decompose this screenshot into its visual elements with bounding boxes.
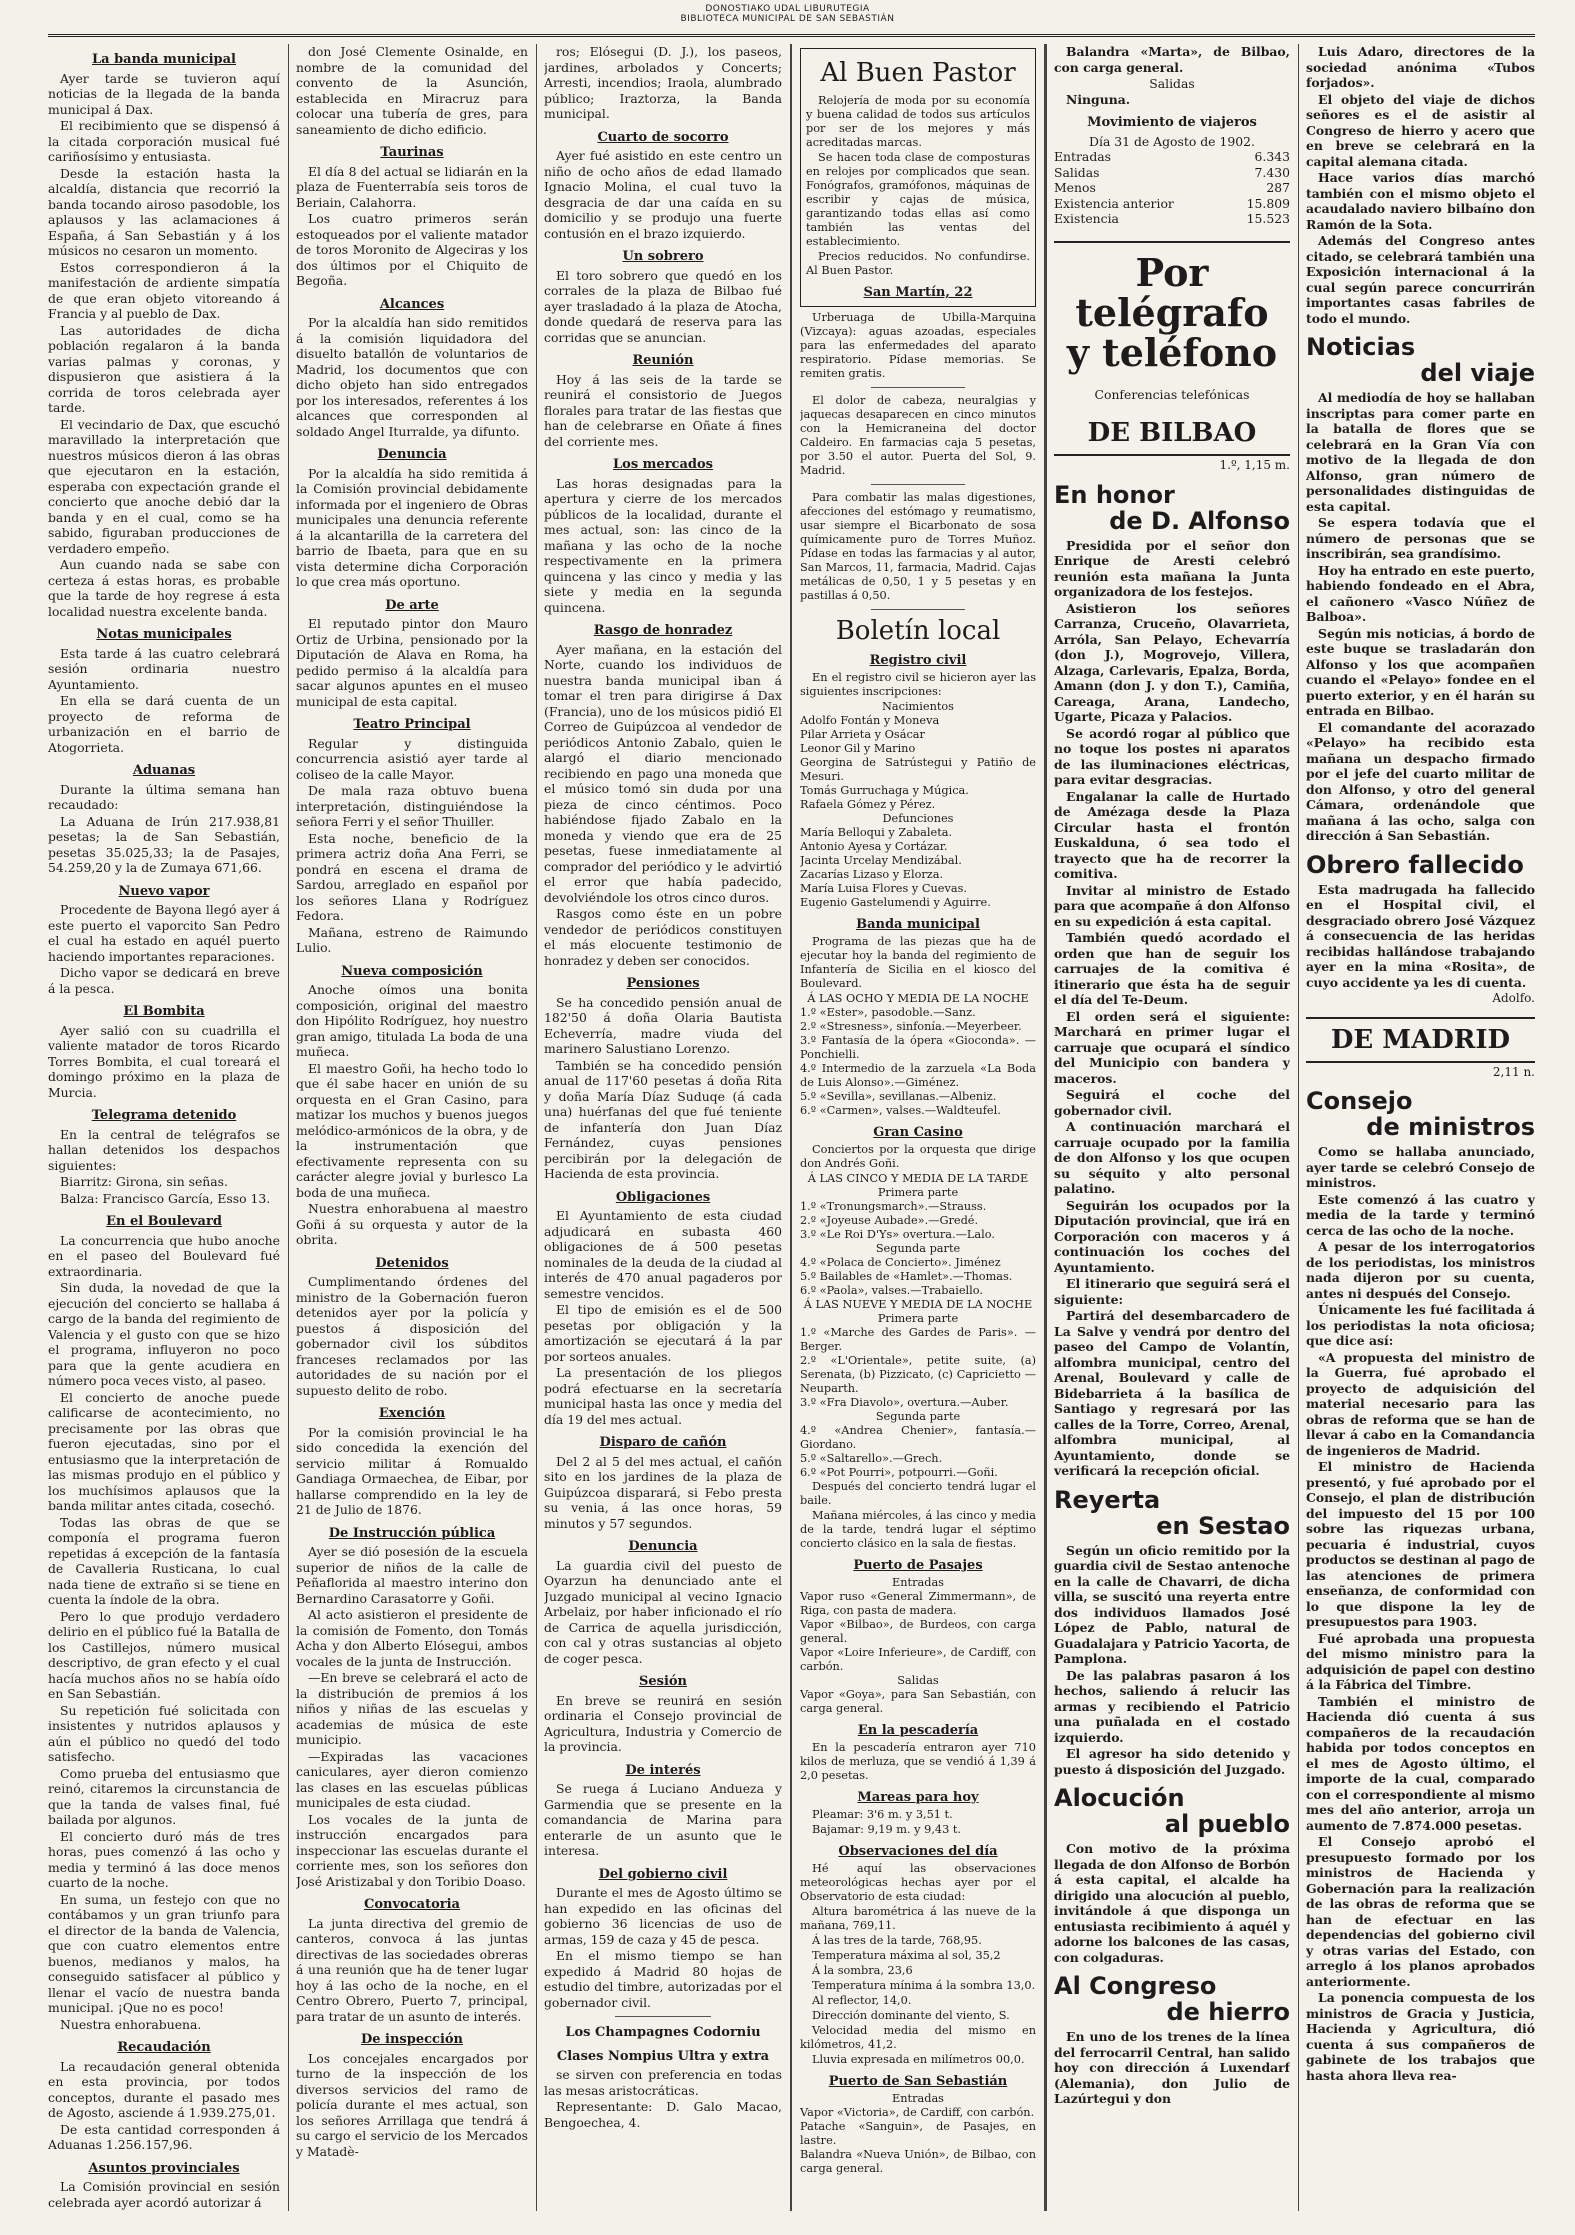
time-label: Á LAS CINCO Y MEDIA DE LA TARDE (807, 1172, 1029, 1185)
list-item: Patache «Sanguin», de Pasajes, en lastre. (800, 2120, 1036, 2147)
stats-label: Existencia anterior (1054, 195, 1174, 211)
list-item: Antonio Ayesa y Cortázar. (800, 840, 948, 853)
stats-value: 7.430 (1254, 164, 1290, 180)
paragraph: —En breve se celebrará el acto de la distribución de premios á los niños y niñas de las escuelas y academias de música de este municipio. (296, 1670, 528, 1747)
headline (1054, 482, 1290, 534)
section-title: Aduanas (132, 763, 196, 778)
paragraph: Los cuatro primeros serán estoqueados por el valiente matador de toros Moronito de Algeciras y los dos últimos por el Chiquito de Begoña. (296, 211, 528, 288)
section-title: Teatro Principal (353, 717, 471, 732)
list-item: 6.º «Paola», valses.—Trabaiello. (800, 1284, 983, 1297)
dateline-banner: DE MADRID (1306, 1017, 1535, 1063)
stats-label: Salidas (1054, 164, 1100, 180)
paragraph: Se ha concedido pensión anual de 182'50 á doña Olaria Bautista Echeverría, madre viuda del marinero Salustiano Lorenzo. (544, 994, 782, 1056)
paragraph: Desde la estación hasta la alcaldía, distancia que recorrió la banda tocando airoso pasodoble, los aplausos y las aclamaciones á España, á San Sebastián y á los músicos no cesaron un momento. (48, 165, 280, 258)
section-title: Un sobrero (622, 249, 704, 264)
paragraph: De mala raza obtuvo buena interpretación, distinguiéndose la señora Ferri y el señor Thuiller. (296, 783, 528, 829)
paragraph: El tipo de emisión es el de 500 pesetas por obligación y la amortización se ejecutará á la par por sorteos anuales. (544, 1302, 782, 1364)
section-title: Rasgo de honradez (593, 623, 733, 638)
paragraph: Balandra «Marta», de Bilbao, con carga general. (1054, 44, 1290, 75)
list-item: 4.º «Polaca de Concierto». Jiménez (800, 1256, 1001, 1269)
list-item: Adolfo Fontán y Moneva (800, 714, 940, 727)
paragraph: Se ruega á Luciano Andueza y Garmendia que se presente en la comandancia de Marina para enterarle de un asunto que le interesa. (544, 1781, 782, 1858)
dateline-time: 2,11 n. (1492, 1064, 1535, 1079)
list-item: 1.º «Ester», pasodoble.—Sanz. (800, 1006, 976, 1019)
section-title: Registro civil (869, 653, 967, 668)
paragraph: El concierto duró más de tres horas, pues comenzó á las ocho y media y terminó á las doce menos cuarto de la noche. (48, 1828, 280, 1890)
paragraph: El vecindario de Dax, que escuchó maravillado la interpretación que nuestros músicos dieron á las obras que ejecutaron en la estación, esperaba con expectación grande el concierto que anoche debió dar la banda y en el cual, como se ha sabido, figuraban producciones de verdadero empeño. (48, 416, 280, 556)
paragraph: Cumplimentando órdenes del ministro de la Gobernación fueron detenidos ayer por la policía y puestos á disposición del gobernador civil los súbditos franceses reclamados por las autoridades de su nación por el supuesto delito de robo. (296, 1274, 528, 1398)
paragraph: ros; Elósegui (D. J.), los paseos, jardines, arbolados y Concerts; Arresti, incendios; Iraola, alumbrado público; Iraztorza, la Banda municipal. (544, 44, 782, 121)
ad-box (800, 48, 1036, 307)
paragraph: En ella se dará cuenta de un proyecto de reforma de urbanización en el barrio de Atogorrieta. (48, 693, 280, 755)
paragraph: Estos correspondieron á la manifestación de ardiente simpatía de que eran objeto vitoreando á Francia y al pueblo de Dax. (48, 259, 280, 321)
paragraph: Las autoridades de dicha población regalaron á la banda varias palmas y coronas, y dispusieron que asistiera á la corrida de toros celebrada ayer tarde. (48, 322, 280, 415)
column-4 (800, 44, 1036, 2211)
paragraph: La Aduana de Irún 217.938,81 pesetas; la de San Sebastián, pesetas 35.025,33; la de Pasajes, 54.259,20 y la de Zumaya 671,66. (48, 813, 280, 875)
paragraph: Hace varios días marchó también con el mismo objeto el acaudalado naviero bilbaíno don Ramón de la Sota. (1306, 170, 1535, 232)
list-item: 2.º «Joyeuse Aubade».—Gredé. (800, 1214, 979, 1227)
paragraph: El recibimiento que se dispensó á la citada corporación musical fué cariñosísimo y entusiasta. (48, 118, 280, 164)
section-title: De Instrucción pública (328, 1525, 496, 1541)
time-label: Á LAS NUEVE Y MEDIA DE LA NOCHE (803, 1298, 1033, 1311)
column-6 (1306, 44, 1535, 2211)
paragraph: —Expiradas las vacaciones caniculares, ayer dieron comienzo las clases en las escuelas públicas municipales de esta ciudad. (296, 1748, 528, 1810)
subsection-label: Nacimientos (882, 700, 954, 713)
paragraph: Pleamar: 3'6 m. y 3,51 t. (812, 1808, 953, 1821)
stats-label: Entradas (1054, 149, 1111, 164)
paragraph: Ayer mañana, en la estación del Norte, cuando los individuos de nuestra banda municipal iban á tomar el tren para dirigirse á Dax (Francia), uno de los músicos pidió El Correo de Guipúzcoa al vendedor de periódicos Antonio Zabalo, quien le alargó el diario mencionado recibiendo en pago una moneda que el músico tomó sin duda por una pieza de cinco céntimos. Poco habiéndose fijado Zabalo en la moneda y viendo que era de 25 pesetas, fuese inmediatamente al comprador del periódico y le advirtió el error que había padecido, devolviéndole los otros cinco duros. (544, 641, 782, 905)
paragraph: Según mis noticias, á bordo de este buque se trasladarán don Alfonso y los que acompañen cuando el «Pelayo» fondee en el puerto exterior, y en él harán su entrada en Bilbao. (1306, 625, 1535, 718)
paragraph: El dolor de cabeza, neuralgias y jaquecas desaparecen en cinco minutos con la Hemicraneina del doctor Caldeiro. En farmacias caja 5 pesetas, por 3.50 el autor. Puerta del Sol, 9. Madrid. (800, 394, 1036, 477)
paragraph: El maestro Goñi, ha hecho todo lo que él sabe hacer en unión de su orquesta en el Gran Casino, para matizar los muchos y buenos juegos melódico-armónicos de la obra, y de la instrumentación que efectivamente representa con su carácter alegre jovial y burlesco La boda de una muñeca. (296, 1060, 528, 1200)
paragraph: Seguirá el coche del gobernador civil. (1054, 1087, 1290, 1118)
paragraph: Para combatir las malas digestiones, afecciones del estómago y reumatismo, usar siempre el Bicarbonato de sosa químicamente puro de Torres Muñoz. Pídase en todas las farmacias y al autor, San Marcos, 11, farmacia, Madrid. Cajas metálicas de 0,50, 1 y 5 pesetas y en pastillas á 0,50. (800, 491, 1036, 602)
list-item: 1.º «Tronungsmarch».—Strauss. (800, 1200, 987, 1213)
paragraph: Precios reducidos. No confundirse. Al Buen Pastor. (806, 250, 1030, 277)
paragraph: El día 8 del actual se lidiarán en la plaza de Fuenterrabía seis toros de Beriain, Calahorra. (296, 163, 528, 210)
paragraph: De esta cantidad corresponden á Aduanas 1.256.157,96. (48, 2121, 280, 2152)
paragraph: En la pescadería entraron ayer 710 kilos de merluza, que se vendió á 1,39 á 2,0 pesetas. (800, 1741, 1036, 1782)
section-title: El Bombita (123, 1004, 205, 1019)
paragraph: Ninguna. (1066, 91, 1131, 107)
list-item: 1.º «Marche des Gardes de Paris». —Berger. (800, 1326, 1036, 1353)
section-title: Nuevo vapor (118, 883, 210, 899)
headline (1054, 1973, 1290, 2025)
paragraph: Todas las obras de que se componía el programa fueron repetidas á excepción de la fantasía de Cavalleria Rusticana, lo cual nada tiene de extraño si se tiene en cuenta la índole de la obra. (48, 1514, 280, 1607)
paragraph: Durante la última semana han recaudado: (48, 781, 280, 812)
banner-line-2: y teléfono (1066, 329, 1278, 375)
paragraph: Hé aquí las observaciones meteorológicas hechas ayer por el Observatorio de esta ciudad: (800, 1862, 1036, 1903)
section-title: Cuarto de socorro (597, 129, 729, 145)
paragraph: Ayer fué asistido en este centro un niño de ocho años de edad llamado Ignacio Molina, el cual tuvo la desgracia de dar una caída en su domicilio y se produjo una fuerte contusión en el brazo izquierdo. (544, 148, 782, 241)
headline (1306, 334, 1535, 386)
paragraph: Las horas designadas para la apertura y cierre de los mercados públicos de la localidad, durante el mes actual, son: las cinco de la mañana y las ocho de la noche respectivamente en la primera quincena y las cinco y media y las siete y media en la segunda quincena. (544, 475, 782, 615)
paragraph: El Consejo aprobó el presupuesto formado por los ministros de Hacienda y Gobernación para la realización de las obras de reforma que se han de efectuar en las dependencias del gobierno civil y otras varias del Estado, con arreglo á los planos aprobados anteriormente. (1306, 1834, 1535, 1989)
paragraph: El orden será el siguiente: Marchará en primer lugar el carruaje que ocupará el síndico del Municipio con bandera y maceros. (1054, 1008, 1290, 1086)
list-item: 3.º «Fra Diavolo», overtura.—Auber. (800, 1396, 1009, 1409)
section-title: Asuntos provinciales (88, 2160, 240, 2176)
paragraph: Relojería de moda por su economía y buena calidad de todos sus artículos por ser de los mejores y más acreditadas marcas. (806, 94, 1030, 149)
section-title: Detenidos (375, 1255, 449, 1271)
paragraph: Ayer tarde se tuvieron aquí noticias de la llegada de la banda municipal á Dax. (48, 70, 280, 117)
paragraph: La presentación de los pliegos podrá efectuarse en la secretaría municipal hasta las once y media del día 19 del mes actual. (544, 1365, 782, 1427)
stats-row (1054, 196, 1290, 212)
paragraph: La concurrencia que hubo anoche en el paseo del Boulevard fué extraordinaria. (48, 1232, 280, 1279)
section-title: Puerto de San Sebastián (828, 2074, 1008, 2089)
paragraph: En uno de los trenes de la línea del ferrocarril Central, han salido hoy con dirección á Luxendarf (Alemania), don Julio de Lazúrtegui y don (1054, 2029, 1290, 2106)
section-title: Pensiones (626, 976, 700, 991)
section-title: Alcances (379, 296, 445, 312)
paragraph: Biarritz: Girona, sin señas. (60, 1174, 228, 1189)
section-title: Nueva composición (341, 963, 483, 979)
paragraph: Al acto asistieron el presidente de la comisión de Fomento, don Tomás Acha y don Alberto Elósegui, ambos vocales de la junta de Instrucción. (296, 1607, 528, 1669)
divider (871, 609, 965, 610)
paragraph: Por la comisión provincial le ha sido concedida la exención del servicio militar á Romualdo Gandiaga Ormaechea, de Eibar, por hallarse comprendido en la ley de 21 de Julio de 1876. (296, 1424, 528, 1517)
paragraph: De las palabras pasaron á los hechos, saliendo á relucir las armas y recibiendo el Patricio una puñalada en el costado izquierdo. (1054, 1667, 1290, 1745)
paragraph: Invitar al ministro de Estado para que acompañe á don Alfonso en su expedición á esta capital. (1054, 882, 1290, 929)
list-item: Tomás Gurruchaga y Múgica. (800, 784, 969, 797)
section-title: Obligaciones (615, 1189, 711, 1205)
list-item: 4.º Intermedio de la zarzuela «La Boda de Luis Alonso».—Giménez. (800, 1062, 1036, 1089)
stamp-line-1: DONOSTIAKO UDAL LIBURUTEGIA (705, 4, 870, 14)
subsection-label: Conferencias telefónicas (1094, 386, 1250, 402)
list-item: Zacarías Lizaso y Elorza. (800, 868, 944, 881)
column-rule (790, 44, 792, 2211)
paragraph: Temperatura mínima á la sombra 13,0. (812, 1979, 1036, 1992)
headline (1054, 1487, 1290, 1539)
section-title: Taurinas (380, 145, 444, 160)
list-item: María Belloqui y Zabaleta. (800, 826, 953, 839)
paragraph: Presidida por el señor don Enrique de Aresti celebró reunión esta mañana la Junta organizadora de los festejos. (1054, 537, 1290, 599)
list-item: Vapor «Bilbao», de Burdeos, con carga general. (800, 1618, 1036, 1645)
paragraph: La junta directiva del gremio de canteros, convoca á las juntas directivas de las sociedades obreras á una reunión que ha de tener lugar hoy á las ocho de la noche, en el Centro Obrero, Puerto 7, principal, para tratar de un asunto de interés. (296, 1915, 528, 2024)
column-2 (296, 44, 528, 2211)
paragraph: El concierto de anoche puede calificarse de acontecimiento, no precisamente por las obras que fueron ejecutadas, sino por el entusiasmo que la interpretación de las mismas produjo en el público y los muchísimos aplausos que la banda militar antes citada, cosechó. (48, 1389, 280, 1513)
part-label: Segunda parte (875, 1242, 961, 1255)
list-item: 4.º «Andrea Chenier», fantasía.—Giordano. (800, 1424, 1036, 1451)
column-5 (1054, 44, 1290, 2211)
paragraph: Fué aprobada una propuesta del mismo ministro para la adquisición de papel con destino á la Fábrica del Timbre. (1306, 1630, 1535, 1692)
list-item: Rafaela Gómez y Pérez. (800, 798, 936, 811)
headline-line-1: Consejo (1306, 1087, 1413, 1115)
paragraph: En breve se reunirá en sesión ordinaria el Consejo provincial de Agricultura, Industria y Comercio de la provincia. (544, 1692, 782, 1754)
list-item: 6.º «Carmen», valses.—Waldteufel. (800, 1104, 1001, 1117)
headline-line-1: Alocución (1054, 1784, 1185, 1812)
paragraph: El itinerario que seguirá será el siguiente: (1054, 1276, 1290, 1307)
paragraph: Mañana miércoles, á las cinco y media de la tarde, tendrá lugar el séptimo concierto clásico en la sala de fiestas. (800, 1509, 1036, 1550)
stamp-line-2: BIBLIOTECA MUNICIPAL DE SAN SEBASTIÁN (680, 14, 895, 24)
paragraph: Lluvia expresada en milímetros 00,0. (812, 2053, 1025, 2066)
paragraph: Por la alcaldía ha sido remitida á la Comisión provincial debidamente informada por el ingeniero de Obras municipales una denuncia referente á la alcantarilla de la carretera del barrio de Ibaeta, para que en su vista determine dicha Corporación lo que crea más oportuno. (296, 465, 528, 589)
paragraph: En suma, un festejo con que no contábamos y un gran triunfo para el director de la banda de Valencia, que con cuatro elementos entre buenos, medianos y malos, ha conseguido satisfacer al público y llenar el vacío de nuestra banda municipal. ¡Que no es poco! (48, 1891, 280, 2015)
signature: Adolfo. (1492, 991, 1535, 1005)
headline-line-2: en Sestao (1156, 1511, 1290, 1540)
dateline-time: 1.º, 1,15 m. (1219, 458, 1290, 472)
paragraph: Hoy ha entrado en este puerto, habiendo fondeado en el Abra, el cañonero «Vasco Núñez de Balboa». (1306, 562, 1535, 624)
paragraph: Asistieron los señores Carranza, Cruceño, Olavarrieta, Arróla, San Pelayo, Echevarría (don J.), Mogrovejo, Villera, Alzaga, Carlevaris, Epalza, Borda, Amann (don J. y don T.), Camiña, Careaga, Arana, Landecho, Ugarte, Picaza y Palacios. (1054, 600, 1290, 724)
paragraph: Luis Adaro, directores de la sociedad anónima «Tubos forjados». (1306, 44, 1535, 90)
paragraph: Los vocales de la junta de instrucción encargados para inspeccionar las escuelas durante el corriente mes, son los señores don José Aristizabal y don Toribio Doaso. (296, 1811, 528, 1889)
column-3 (544, 44, 782, 2211)
paragraph: «A propuesta del ministro de la Guerra, fué aprobado el proyecto de adquisición del material necesario para las obras de reforma que se han de llevar á cabo en la Comandancia de ingenieros de Madrid. (1306, 1349, 1535, 1458)
list-item: 3.º «Le Roi D'Ys» overtura.—Lalo. (800, 1228, 995, 1241)
paragraph: Seguirán los ocupados por la Diputación provincial, que irá en Corporación con maceros y á continuación los coches del Ayuntamiento. (1054, 1197, 1290, 1275)
section-title: En el Boulevard (106, 1214, 222, 1229)
paragraph: Se hacen toda clase de composturas en relojes por complicados que sean. Fonógrafos, gramófonos, máquinas de escribir y cajas de música, garantizando todas ellas así como también las ventas del establecimiento. (806, 151, 1030, 248)
paragraph: La ponencia compuesta de los ministros de Gracia y Justicia, Hacienda y Agricultura, dió cuenta á sus compañeros de gabinete de los trabajos que hasta ahora lleva rea- (1306, 1990, 1535, 2083)
stats-value: 287 (1266, 180, 1290, 195)
paragraph: Representante: D. Galo Macao, Bengoechea, 4. (544, 2099, 782, 2130)
banner-line-1: Por telégrafo (1075, 249, 1269, 335)
paragraph: Aun cuando nada se sabe con certeza á estas horas, es probable que la tarde de hoy regrese á esta localidad nuestra excelente banda. (48, 557, 280, 619)
paragraph: se sirven con preferencia en todas las mesas aristocráticas. (544, 2067, 782, 2098)
subsection-label: Defunciones (882, 812, 954, 825)
paragraph: Á las tres de la tarde, 768,95. (812, 1934, 982, 1947)
section-title: En la pescadería (857, 1723, 979, 1738)
list-item: Jacinta Urcelay Mendizábal. (800, 854, 962, 867)
list-item: Pilar Arrieta y Osácar (800, 728, 925, 741)
headline-line-2: de D. Alfonso (1109, 506, 1290, 535)
section-title: Denuncia (628, 1539, 698, 1554)
top-rule (48, 34, 1535, 39)
stats-row (1054, 180, 1290, 196)
paragraph: Según un oficio remitido por la guardia civil de Sestao antenoche en la calle de Chavarri, de dicha villa, se suscitó una reyerta entre dos individuos llamados José López de Pablo, natural de Guadalajara y Patricio Yacorta, de Pamplona. (1054, 1542, 1290, 1666)
paragraph: Partirá del desembarcadero de La Salve y vendrá por dentro del paseo del Campo de Volantín, alfombra municipal, centro del Arenal, Boulevard y calle de Bidebarrieta á la basílica de Santiago y regresará por las calles de la Torre, Correo, Arenal, alfombra municipal, al Ayuntamiento, donde se verificará la recepción oficial. (1054, 1308, 1290, 1478)
paragraph: Con motivo de la próxima llegada de don Alfonso de Borbón á esta capital, el alcalde ha dirigido una alocución al pueblo, invitándole á que disponga un entusiasta recibimiento á aquél y adorne los balcones de las casas, con colgaduras. (1054, 1841, 1290, 1965)
paragraph: En el mismo tiempo se han expedido á Madrid 80 hojas de estudio del timbre, autorizadas por el gobernador civil. (544, 1948, 782, 2010)
section-banner: Boletín local (835, 616, 1001, 646)
stats-value: 6.343 (1254, 149, 1290, 164)
paragraph: Á la sombra, 23,6 (812, 1964, 913, 1977)
dateline-banner: DE BILBAO (1054, 412, 1290, 456)
section-title: La banda municipal (92, 52, 236, 67)
section-title: Movimiento de viajeros (1087, 115, 1257, 130)
list-item: Georgina de Satrústegui y Patiño de Mesuri. (800, 756, 1036, 783)
headline-line-2: al pueblo (1164, 1810, 1290, 1838)
stats-value: 15.809 (1246, 195, 1290, 211)
headline-line-1: En honor (1054, 480, 1175, 509)
subsection-label: Entradas (892, 2092, 944, 2105)
paragraph: Rasgos como éste en un pobre vendedor de periódicos constituyen el más elocuente testimonio de honradez y deben ser conocidos. (544, 906, 782, 968)
paragraph: El Ayuntamiento de esta ciudad adjudicará en subasta 460 obligaciones de á 500 pesetas nominales de la deuda de la ciudad al interés de 470 anual pagaderos por semestre vencidos. (544, 1208, 782, 1301)
subsection-label: Entradas (892, 1576, 944, 1589)
paragraph: Balza: Francisco García, Esso 13. (60, 1190, 271, 1206)
paragraph: Después del concierto tendrá lugar el baile. (800, 1480, 1036, 1507)
list-item: María Luisa Flores y Cuevas. (800, 882, 967, 895)
paragraph: Como prueba del entusiasmo que reinó, citaremos la circunstancia de que la tanda de valses final, fué bailada por algunos. (48, 1765, 280, 1827)
paragraph: En la central de telégrafos se hallan detenidos los despachos siguientes: (48, 1126, 280, 1173)
paragraph: Anoche oímos una bonita composición, original del maestro don Hipólito Rodríguez, hoy nuestro gran amigo, titulada La boda de una muñeca. (296, 982, 528, 1059)
section-title: Observaciones del día (838, 1844, 998, 1859)
paragraph: Procedente de Bayona llegó ayer á este puerto el vaporcito San Pedro el cual ha estado en aquél puerto haciendo importantes reparaciones. (48, 902, 280, 964)
list-item: Leonor Gil y Marino (800, 742, 916, 755)
part-label: Primera parte (877, 1186, 959, 1199)
stats-value: 15.523 (1246, 211, 1290, 226)
paragraph: Dicho vapor se dedicará en breve á la pesca. (48, 965, 280, 996)
stats-table (1054, 149, 1290, 227)
list-item: 5.º «Saltarello».—Grech. (800, 1452, 943, 1465)
headline: Obrero fallecido (1306, 850, 1524, 879)
headline-line-1: Noticias (1306, 333, 1416, 361)
paragraph: El toro sobrero que quedó en los corrales de la plaza de Bilbao fué ayer trasladado á la plaza de Atocha, donde quedará de reserva para las corridas que se anuncian. (544, 267, 782, 345)
paragraph: La guardia civil del puesto de Oyarzun ha denunciado ante el Juzgado municipal al vecino Ignacio Arbelaiz, por haber inficionado el río de Carrica de aquella jurisdicción, con cal y otras sustancias al objeto de coger pesca. (544, 1557, 782, 1666)
paragraph: Urberuaga de Ubilla-Marquina (Vizcaya): aguas azoadas, especiales para las enfermedades del aparato respiratorio. Pídase memorias. Se remiten gratis. (800, 311, 1036, 380)
paragraph: Conciertos por la orquesta que dirige don Andrés Goñi. (800, 1143, 1036, 1170)
divider (871, 387, 965, 388)
headline-line-2: de hierro (1166, 1998, 1290, 2026)
library-stamp (0, 4, 1575, 24)
column-rule (536, 44, 537, 2211)
paragraph: Durante el mes de Agosto último se han expedido en las oficinas del gobierno 36 licencias de uso de armas, 159 de caza y 45 de pesca. (544, 1885, 782, 1947)
date-label: Día 31 de Agosto de 1902. (1089, 133, 1255, 149)
subsection-label: Salidas (897, 1674, 939, 1687)
list-item: Eugenio Gastelumendi y Aguirre. (800, 896, 991, 909)
list-item: 3.º Fantasía de la ópera «Gioconda». —Ponchielli. (800, 1034, 1036, 1061)
section-title: De inspección (360, 2032, 464, 2047)
paragraph: La recaudación general obtenida en esta provincia, por todos conceptos, durante el pasado mes de Agosto, asciende á 1.939.275,01. (48, 2058, 280, 2120)
headline-line-1: Al Congreso (1054, 1972, 1217, 2000)
divider (871, 484, 965, 485)
section-title: Los mercados (613, 457, 713, 472)
paragraph: don José Clemente Osinalde, en nombre de la comunidad del convento de la Asunción, establecida en Miracruz para colocar una tubería de gres, para saneamiento de dicho edificio. (296, 44, 528, 137)
section-title: Telegrama detenido (91, 1108, 237, 1123)
paragraph: El objeto del viaje de dichos señores es el de asistir al Congreso de hierro y acero que en breve se celebrará en la capital alemana citada. (1306, 91, 1535, 169)
paragraph: Al reflector, 14,0. (812, 1994, 912, 2007)
paragraph: Se espera todavía que el número de personas que se inscribirán, sea grandísimo. (1306, 515, 1535, 561)
stats-row (1054, 165, 1290, 181)
paragraph: Al mediodía de hoy se hallaban inscriptas para comer parte en la batalla de flores que se celebrará en la Gran Vía con motivo de la llegada de don Alfonso, gran número de personalidades distinguidas de esta capital. (1306, 390, 1535, 514)
paragraph: Programa de las piezas que ha de ejecutar hoy la banda del regimiento de Infantería de Sicilia en el kiosco del Boulevard. (800, 935, 1036, 990)
paragraph: Dirección dominante del viento, S. (812, 2009, 1010, 2022)
paragraph: Regular y distinguida concurrencia asistió ayer tarde al coliseo de la calle Mayor. (296, 735, 528, 782)
paragraph: Este comenzó á las cuatro y media de la tarde y terminó cerca de las ocho de la noche. (1306, 1191, 1535, 1238)
list-item: Balandra «Nueva Unión», de Bilbao, con carga general. (800, 2148, 1036, 2175)
divider (615, 2016, 710, 2017)
ad-subtitle: Clases Nompius Ultra y extra (556, 2048, 770, 2064)
list-item: 2.º «L'Orientale», petite suite, (a) Serenata, (b) Pizzicato, (c) Capricietto —Neuparth. (800, 1354, 1036, 1395)
list-item: 5.º «Sevilla», sevillanas.—Albeniz. (800, 1090, 997, 1103)
paragraph: Únicamente les fué facilitada á los periodistas la nota oficiosa; que dice así: (1306, 1302, 1535, 1348)
section-title: De arte (385, 597, 439, 613)
time-label: Á LAS OCHO Y MEDIA DE LA NOCHE (807, 992, 1029, 1005)
column-rule (288, 44, 289, 2211)
section-title: De interés (625, 1762, 701, 1778)
paragraph: Esta tarde á las cuatro celebrará sesión ordinaria nuestro Ayuntamiento. (48, 645, 280, 692)
paragraph: A pesar de los interrogatorios de los periodistas, los ministros nada dijeron por su cuenta, antes ni después del Consejo. (1306, 1239, 1535, 1301)
column-rule (1044, 44, 1047, 2211)
part-label: Segunda parte (875, 1410, 961, 1423)
paragraph: Por la alcaldía han sido remitidos á la comisión liquidadora del disuelto batallón de voluntarios de Madrid, los documentos que con dicho objeto han sido entregados por los interesados, referentes á los alcances que corresponden al soldado Angel Iturralde, ya difunto. (296, 315, 528, 439)
stats-row (1054, 211, 1290, 227)
list-item: 5.º Bailables de «Hamlet».—Thomas. (800, 1270, 1013, 1283)
section-title: Denuncia (377, 447, 447, 462)
paragraph: Nuestra enhorabuena. (60, 2016, 202, 2032)
section-title: Disparo de cañón (599, 1435, 727, 1450)
paragraph: El reputado pintor don Mauro Ortiz de Urbina, pensionado por la Diputación de Alava en Roma, ha pedido permiso á la alcaldía para sacar algunos apuntes en el museo municipal de esta capital. (296, 616, 528, 709)
paragraph: El ministro de Hacienda presentó, y fué aprobado por el Consejo, el plan de distribución del impuesto del 15 por 100 sobre las riquezas urbana, pecuaria é industrial, cuyos productos se destinan al pago de las atenciones de primera enseñanza, de conformidad con lo que dispone la ley de presupuestos para 1903. (1306, 1459, 1535, 1629)
paragraph: Pero lo que produjo verdadero delirio en el público fué la Batalla de los Castillejos, número musical descriptivo, de gran efecto y el cual hacía muchos años no se había oído en San Sebastián. (48, 1608, 280, 1701)
paragraph: Velocidad media del mismo en kilómetros, 41,2. (800, 2024, 1036, 2051)
paragraph: Ayer se dió posesión de la escuela superior de niños de la calle de Peñaflorida al maestro interino don Bernardino Carasatorre y Goñi. (296, 1544, 528, 1606)
list-item: Vapor «Goya», para San Sebastián, con carga general. (800, 1688, 1036, 1715)
section-title: Reunión (632, 353, 694, 368)
newspaper-page (48, 44, 1535, 2211)
paragraph: Se acordó rogar al público que no toque los postes ni aparatos de las iluminaciones eléctricas, para evitar desgracias. (1054, 725, 1290, 787)
paragraph: Altura barométrica á las nueve de la mañana, 769,11. (800, 1905, 1036, 1932)
headline (1306, 1088, 1535, 1140)
stats-label: Menos (1054, 180, 1096, 195)
section-title: Sesión (638, 1674, 688, 1689)
paragraph: Ayer salió con su cuadrilla el valiente matador de toros Ricardo Torres Bombita, el cual toreará el domingo próximo en la plaza de Murcia. (48, 1022, 280, 1100)
list-item: Vapor ruso «General Zimmermann», de Riga, con pasta de madera. (800, 1590, 1036, 1617)
stats-label: Existencia (1054, 211, 1119, 226)
paragraph: La Comisión provincial en sesión celebrada ayer acordó autorizar á (48, 2179, 280, 2210)
paragraph: También el ministro de Hacienda dió cuenta á sus compañeros de la recaudación habida por todos conceptos en el mes de Agosto último, el importe de la cual, comparado con el correspondiente al mismo mes del año anterior, arroja un aumento de 7.874.000 pesetas. (1306, 1693, 1535, 1833)
paragraph: Del 2 al 5 del mes actual, el cañón sito en los jardines de la plaza de Guipúzcoa disparará, si Febo presta su venia, á las once horas, 59 minutos y 57 segundos. (544, 1453, 782, 1531)
paragraph: Temperatura máxima al sol, 35,2 (812, 1949, 1001, 1962)
section-title: Convocatoria (364, 1897, 460, 1912)
ad-title: Los Champagnes Codorniu (565, 2025, 761, 2040)
paragraph: Nuestra enhorabuena al maestro Goñi á su orquesta y autor de la obrita. (296, 1201, 528, 1247)
section-banner (1054, 241, 1290, 373)
paragraph: Hoy á las seis de la tarde se reunirá el consistorio de Juegos florales para tratar de las fiestas que han de celebrarse en Oñate á fines del corriente mes. (544, 371, 782, 449)
headline-line-2: del viaje (1420, 359, 1535, 387)
paragraph: Esta noche, beneficio de la primera actriz doña Ana Ferri, se pondrá en escena el drama de Sardou, arreglado en español por los señores Llana y Rodríguez Fedora. (296, 830, 528, 923)
list-item: 6.º «Pot Pourri», potpourri.—Goñi. (800, 1466, 998, 1479)
part-label: Primera parte (877, 1312, 959, 1325)
list-item: 2.º «Stresness», sinfonía.—Meyerbeer. (800, 1020, 1022, 1033)
section-title: Exención (378, 1406, 446, 1421)
list-item: Vapor «Victoria», de Cardiff, con carbón. (800, 2106, 1035, 2119)
list-item: Vapor «Loire Inferieure», de Cardiff, con carbón. (800, 1646, 1036, 1673)
stats-row (1054, 149, 1290, 165)
paragraph: Su repetición fué solicitada con insistentes y nutridos aplausos y aún el público no quedó del todo satisfecho. (48, 1702, 280, 1764)
section-title: Del gobierno civil (598, 1866, 728, 1882)
paragraph: Los concejales encargados por turno de la inspección de los diversos servicios del ramo de policía durante el mes actual, son los señores Arrillaga que tendrá á su cargo el servicio de los Mercados y Matadè- (296, 2050, 528, 2159)
paragraph: Como se hallaba anunciado, ayer tarde se celebró Consejo de ministros. (1306, 1144, 1535, 1190)
paragraph: Además del Congreso antes citado, se celebrará también una Exposición internacional á la cual según parece concurrirán importantes casas fabriles de todo el mundo. (1306, 233, 1535, 326)
paragraph: Sin duda, la novedad de que la ejecución del concierto se hallaba á cargo de la banda del regimiento de Valencia y el gusto con que se hizo el programa, influyeron no poco para que la gente acudiera en número poca veces visto, al paseo. (48, 1280, 280, 1388)
paragraph: También se ha concedido pensión anual de 117'60 pesetas á doña Rita y doña María Díaz Suduqe (á cada una) huérfanas del que fué teniente de infantería don Juan Díaz Fernández, cuyas pensiones percibirán por la delegación de Hacienda de esta provincia. (544, 1057, 782, 1181)
paragraph: En el registro civil se hicieron ayer las siguientes inscripciones: (800, 671, 1036, 698)
ad-title: Al Buen Pastor (820, 58, 1016, 88)
section-title: Mareas para hoy (857, 1790, 979, 1805)
subsection-label: Salidas (1149, 76, 1195, 91)
section-title: Gran Casino (873, 1125, 963, 1140)
headline-line-2: de ministros (1366, 1113, 1535, 1141)
paragraph: El agresor ha sido detenido y puesto á disposición del Juzgado. (1054, 1746, 1290, 1777)
paragraph: Bajamar: 9,19 m. y 9,43 t. (812, 1823, 962, 1836)
headline-line-1: Reyerta (1054, 1485, 1161, 1514)
paragraph: Esta madrugada ha fallecido en el Hospital civil, el desgraciado obrero José Vázquez á consecuencia de las heridas recibidas hallándose trabajando ayer en la mina «Rosita», de cuyo accidente ya les di cuenta. (1306, 881, 1535, 990)
paragraph: El comandante del acorazado «Pelayo» ha recibido esta mañana un despacho firmado por el jefe del cuarto militar de don Alfonso, y otro del general Cámara, ordenándole que mañana á las ocho, salga con dirección á San Sebastián. (1306, 719, 1535, 843)
section-title: Recaudación (117, 2040, 211, 2055)
paragraph: A continuación marchará el carruaje ocupado por la familia de don Alfonso y los que ocupen su séquito y alto personal palatino. (1054, 1119, 1290, 1196)
paragraph: Engalanar la calle de Hurtado de Amézaga desde la Plaza Circular hasta el frontón Euskalduna, ó sea todo el trayecto que ha de recorrer la comitiva. (1054, 788, 1290, 881)
headline (1054, 1785, 1290, 1837)
section-title: Banda municipal (856, 917, 980, 932)
section-title: Puerto de Pasajes (853, 1558, 983, 1573)
column-1 (48, 44, 280, 2211)
ad-address: San Martín, 22 (863, 285, 973, 300)
column-rule (1298, 44, 1299, 2211)
paragraph: Mañana, estreno de Raimundo Lulio. (296, 924, 528, 955)
section-title: Notas municipales (96, 627, 232, 642)
paragraph: También quedó acordado el orden que han de seguir los carruajes de la comitiva é itinerario que ésta ha de seguir el día del Te-Deum. (1054, 930, 1290, 1007)
